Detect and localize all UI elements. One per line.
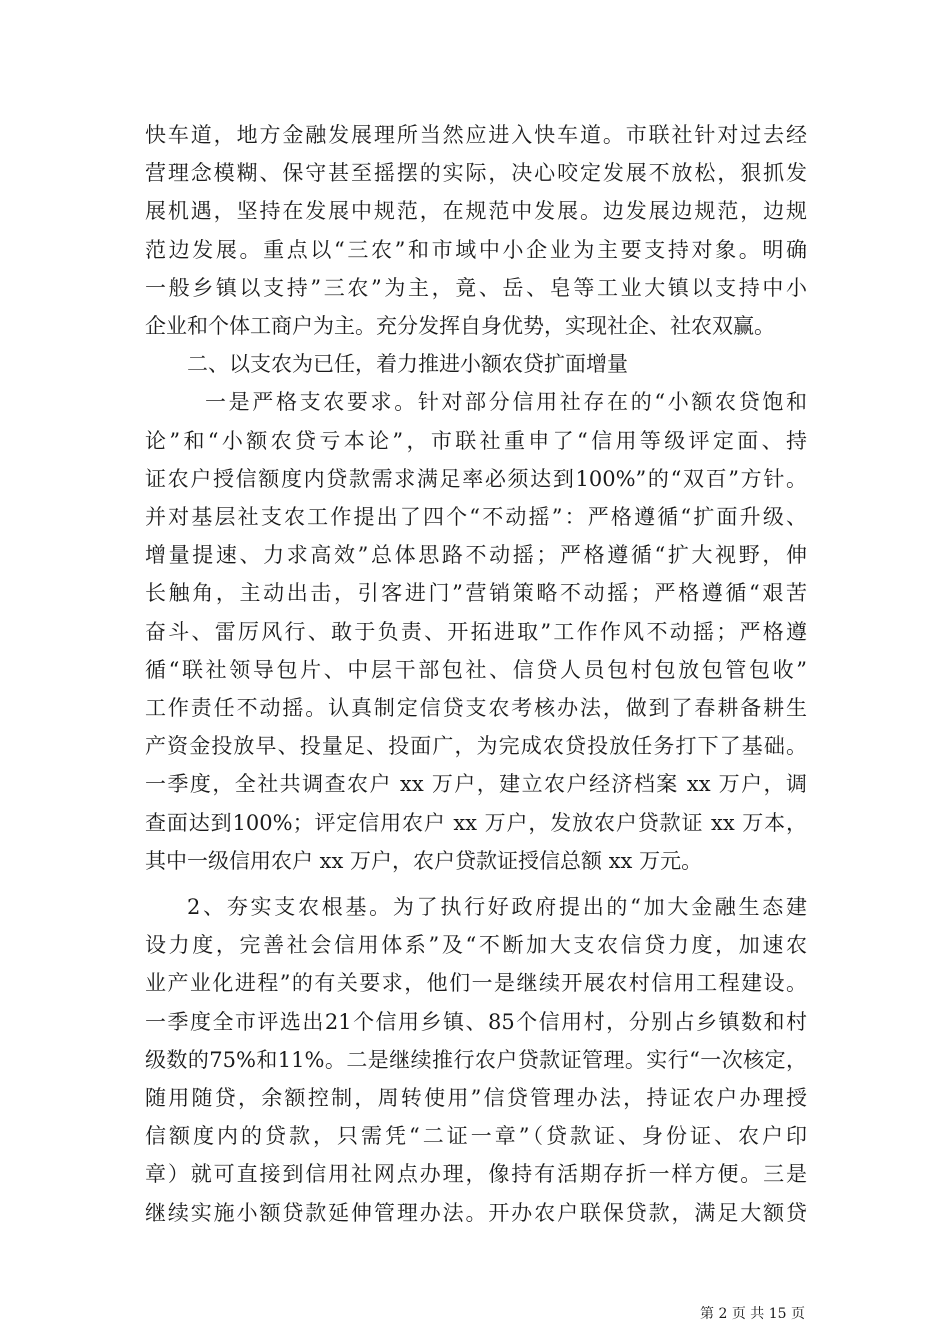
text-line: 一般乡镇以支持”三农”为主，竟、岳、皂等工业大镇以支持中小 (145, 275, 807, 300)
text-line: 一季度，全社共调查农户 xx 万户，建立农户经济档案 xx 万户，调 (145, 772, 807, 797)
paragraph-gap (145, 880, 807, 888)
text-line: 设力度，完善社会信用体系”及“不断加大支农信贷力度，加速农 (145, 933, 807, 958)
paragraph-1 (145, 116, 807, 345)
paragraph-3 (145, 383, 807, 880)
text-line: 信额度内的贷款，只需凭“二证一章”（贷款证、身份证、农户印 (145, 1124, 807, 1149)
text-line: 随用随贷，余额控制，周转使用”信贷管理办法，持证农户办理授 (145, 1086, 807, 1111)
document-body (145, 116, 807, 1232)
text-line: 增量提速、力求高效”总体思路不动摇；严格遵循“扩大视野，伸 (145, 543, 807, 568)
text-line: 业产业化进程”的有关要求，他们一是继续开展农村信用工程建设。 (145, 971, 807, 996)
text-line: 长触角，主动出击，引客进门”营销策略不动摇；严格遵循“艰苦 (145, 581, 807, 606)
text-line: 章）就可直接到信用社网点办理，像持有活期存折一样方便。三是 (145, 1162, 807, 1187)
text-line: 展机遇，坚持在发展中规范，在规范中发展。边发展边规范，边规 (145, 199, 807, 224)
text-line: 一季度全市评选出21个信用乡镇、85个信用村，分别占乡镇数和村 (145, 1009, 807, 1034)
text-line: 证农户授信额度内贷款需求满足率必须达到100%”的“双百”方针。 (145, 466, 807, 491)
paragraph-4 (145, 888, 807, 1232)
page-number: 第 2 页 共 15 页 (700, 1306, 805, 1322)
section-heading: 二、以支农为已任，着力推进小额农贷扩面增量 (187, 352, 628, 377)
text-line: 产资金投放早、投量足、投面广，为完成农贷投放任务打下了基础。 (145, 734, 807, 759)
text-line: 循“联社领导包片、中层干部包社、信贷人员包村包放包管包收” (145, 657, 807, 682)
text-line: 其中一级信用农户 xx 万户，农户贷款证授信总额 xx 万元。 (145, 848, 703, 873)
text-line: 营理念模糊、保守甚至摇摆的实际，决心咬定发展不放松，狠抓发 (145, 161, 807, 186)
text-line: 奋斗、雷厉风行、敢于负责、开拓进取”工作作风不动摇；严格遵 (145, 619, 807, 644)
text-line: 工作责任不动摇。认真制定信贷支农考核办法，做到了春耕备耕生 (145, 696, 807, 721)
text-line: 一是严格支农要求。针对部分信用社存在的“小额农贷饱和 (205, 390, 807, 415)
text-line: 并对基层社支农工作提出了四个“不动摇”：严格遵循“扩面升级、 (145, 505, 807, 530)
text-line: 级数的75%和11%。二是继续推行农户贷款证管理。实行“一次核定， (145, 1047, 807, 1072)
text-line: 查面达到100%；评定信用农户 xx 万户，发放农户贷款证 xx 万本， (145, 810, 807, 835)
text-line: 2、夯实支农根基。为了执行好政府提出的“加大金融生态建 (187, 895, 807, 920)
text-line: 继续实施小额贷款延伸管理办法。开办农户联保贷款，满足大额贷 (145, 1200, 807, 1225)
text-line: 论”和“小额农贷亏本论”，市联社重申了“信用等级评定面、持 (145, 428, 807, 453)
text-line: 快车道，地方金融发展理所当然应进入快车道。市联社针对过去经 (145, 123, 807, 147)
text-line: 企业和个体工商户为主。充分发挥自身优势，实现社企、社农双赢。 (145, 314, 775, 339)
text-line: 范边发展。重点以“三农”和市域中小企业为主要支持对象。明确 (145, 237, 807, 262)
